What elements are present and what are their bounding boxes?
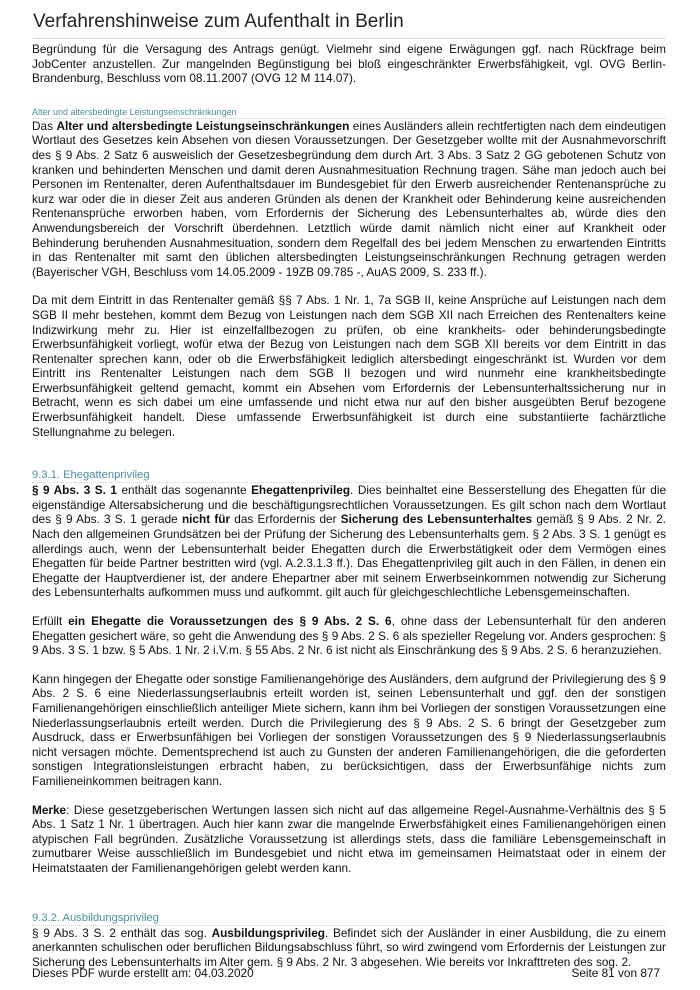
paragraph-ehegatten-3: Kann hingegen der Ehegatte oder sonstige Familienangehörige des Ausländers, dem aufgrund der Privilegierung des § 9 Abs. 2 S. 6 eine Niederlassungserlaubnis erteilt worden ist, seinen Lebensunterhalt und ggf. den der sonstigen Familienangehörigen einschließlich anteiliger Miete sichern, kann ihm bei Vorliegen der sonstigen Voraussetzungen eine Niederlassungserlaubnis erteilt werden. Durch die Privilegierung des § 9 Abs. 2 S. 6 bringt der Gesetzgeber zum Ausdruck, dass er Erwerbsunfähigen bei Vorliegen der sonstigen Voraussetzungen des § 9 Niederlassungserlaubnis nicht versagen möchte. Dementsprechend ist auch zu Gunsten der anderen Familienangehörigen, die die geforderten sonstigen Integrationsleistungen erbracht haben, zu berücksichtigen, dass der Erwerbsunfähige nichts zum Familieneinkommen beitragen kann. [32,671,666,788]
paragraph-ausbildung-1: § 9 Abs. 3 S. 2 enthält das sog. Ausbildungsprivileg. Befindet sich der Ausländer in einer Ausbildung, die zu einem anerkannten schulischen oder beruflichen Bildungsabschluss führt, so wird zwingend vom Erfordernis der Leistungen zur Sicherung des Lebensunterhalts im Alter gem. § 9 Abs. 2 Nr. 3 abgesehen. Wie bereits vor Inkrafttreten des sog. 2. [32,925,666,969]
section-heading-alter: Alter und altersbedingte Leistungseinschränkungen [32,107,666,119]
paragraph-alter-2: Da mit dem Eintritt in das Rentenalter gemäß §§ 7 Abs. 1 Nr. 1, 7a SGB II, keine Ansprüche auf Leistungen nach dem SGB II mehr bestehen, kommt dem Bezug von Leistungen nach dem SGB XII nach Erreichen des Rentenalters keine Indizwirkung mehr zu. Hier ist einzelfallbezogen zu prüfen, ob eine krankheits- oder behinderungsbedingte Erwerbsunfähigkeit vorliegt, wofür etwa der Bezug von Leistungen nach dem SGB XII bereits vor dem Eintritt in das Rentenalter sprechen kann, oder ob die Erwerbsfähigkeit lediglich altersbedingt eingeschränkt ist. Wurden vor dem Eintritt ins Rentenalter Leistungen nach dem SGB II bezogen und wird nunmehr eine krankheitsbedingte Erwerbsunfähigkeit geltend gemacht, kommt ein Absehen vom Erfordernis der Lebensunterhaltssicherung nur in Betracht, wenn es sich dabei um eine umfassende und nicht etwa nur auf den bisher ausgeübten Beruf bezogene Erwerbsunfähigkeit handelt. Diese umfassende Erwerbsunfähigkeit ist durch eine substantiierte fachärztliche Stellungnahme zu belegen. [32,293,666,439]
document-page [32,10,666,969]
paragraph-alter-1: Das Alter und altersbedingte Leistungseinschränkungen eines Ausländers allein rechtfertigten nach dem eindeutigen Wortlaut des Gesetzes kein Absehen von diesen Voraussetzungen. Der Gesetzgeber wollte mit der Ausnahmevorschrift des § 9 Abs. 2 Satz 6 ausweislich der Gesetzesbegründung dem durch Art. 3 Abs. 3 Satz 2 GG gebotenen Schutz von kranken und behinderten Menschen und damit deren Ausnahmesituation Rechnung tragen. Sähe man jedoch auch bei Personen im Rentenalter, deren Aufenthaltsdauer im Bundesgebiet für den Erwerb ausreichender Rentenansprüche zu kurz war oder die in dieser Zeit aus anderen Gründen als denen der Krankheit oder Behinderung keine ausreichenden Rentenansprüche erworben haben, vom Erfordernis der Sicherung des Lebensunterhaltes ab, würde dies den Anwendungsbereich der Vorschrift überdehnen. Letztlich würde damit nämlich nicht einer auf Krankheit oder Behinderung beruhenden Ausnahmesituation, sondern dem Regelfall des bei jedem Menschen zu erwartenden Eintritts in das Rentenalter mit samt den üblichen altersbedingten Leistungseinschränkungen Rechnung getragen werden (Bayerischer VGH, Beschluss vom 14.05.2009 - 19ZB 09.785 -, AuAS 2009, S. 233 ff.). [32,118,666,279]
paragraph-ehegatten-1: § 9 Abs. 3 S. 1 enthält das sogenannte Ehegattenprivileg. Dies beinhaltet eine Besserstellung des Ehegatten für die eigenständige Altersabsicherung und die beschäftigungsrechtlichen Voraussetzungen. Es gilt schon nach dem Wortlaut des § 9 Abs. 3 S. 1 gerade nicht für das Erfordernis der Sicherung des Lebensunterhaltes gemäß § 9 Abs. 2 Nr. 2. Nach den allgemeinen Grundsätzen bei der Prüfung der Sicherung des Lebensunterhalts gem. § 2 Abs. 3 S. 1 genügt es allerdings auch, wenn der Lebensunterhalt beider Ehegatten durch die Erwerbstätigkeit oder dem Vermögen eines Ehegatten für beide Partner bestritten wird (vgl. A.2.3.1.3 ff.). Das Ehegattenprivileg gilt auch in den Fällen, in denen ein Ehegatte der Hauptverdiener ist, der andere Ehepartner aber mit seinem Erwerbseinkommen notwendig zur Sicherung des Lebensunterhalts aufkommen muss und aufkommt. gilt auch für gleichgeschlechtliche Lebensgemeinschaften. [32,483,667,600]
footer-created-date: Dieses PDF wurde erstellt am: 04.03.2020 [32,966,254,980]
page-title: Verfahrenshinweise zum Aufenthalt in Berlin [33,10,666,39]
section-heading-ausbildungsprivileg: 9.3.2. Ausbildungsprivileg [32,912,666,926]
section-heading-ehegattenprivileg: 9.3.1. Ehegattenprivileg [32,469,666,483]
paragraph-merke: Merke: Diese gesetzgeberischen Wertungen lassen sich nicht auf das allgemeine Regel-Ausnahme-Verhältnis des § 5 Abs. 1 Satz 1 Nr. 1 übertragen. Auch hier kann zwar die mangelnde Erwerbsfähigkeit eines Familienangehörigen einen atypischen Fall begründen. Zusätzliche Voraussetzung ist allerdings stets, dass die familiäre Lebensgemeinschaft in zumutbarer Weise ausschließlich im Bundesgebiet und nicht etwa im gemeinsamen Heimatstaat oder in einem der Heimatstaaten der Familienangehörigen gelebt werden kann. [32,802,666,875]
paragraph-ehegatten-2: Erfüllt ein Ehegatte die Voraussetzungen des § 9 Abs. 2 S. 6, ohne dass der Lebensunterhalt für den anderen Ehegatten gesichert wäre, so geht die Anwendung des § 9 Abs. 2 S. 6 als spezieller Regelung vor. Anders gesprochen: § 9 Abs. 3 S. 1 bzw. § 5 Abs. 1 Nr. 2 i.V.m. § 55 Abs. 2 Nr. 6 ist nicht als Einschränkung des § 9 Abs. 2 S. 6 heranzuziehen. [32,614,666,658]
intro-paragraph: Begründung für die Versagung des Antrags genügt. Vielmehr sind eigene Erwägungen ggf. nach Rückfrage beim JobCenter anzustellen. Zur mangelnden Begünstigung bei bloß eingeschränkter Erwerbsfähigkeit, vgl. OVG Berlin-Brandenburg, Beschluss vom 08.11.2007 (OVG 12 M 114.07). [32,42,666,86]
page-footer [32,966,660,980]
footer-page-number: Seite 81 von 877 [571,966,660,980]
